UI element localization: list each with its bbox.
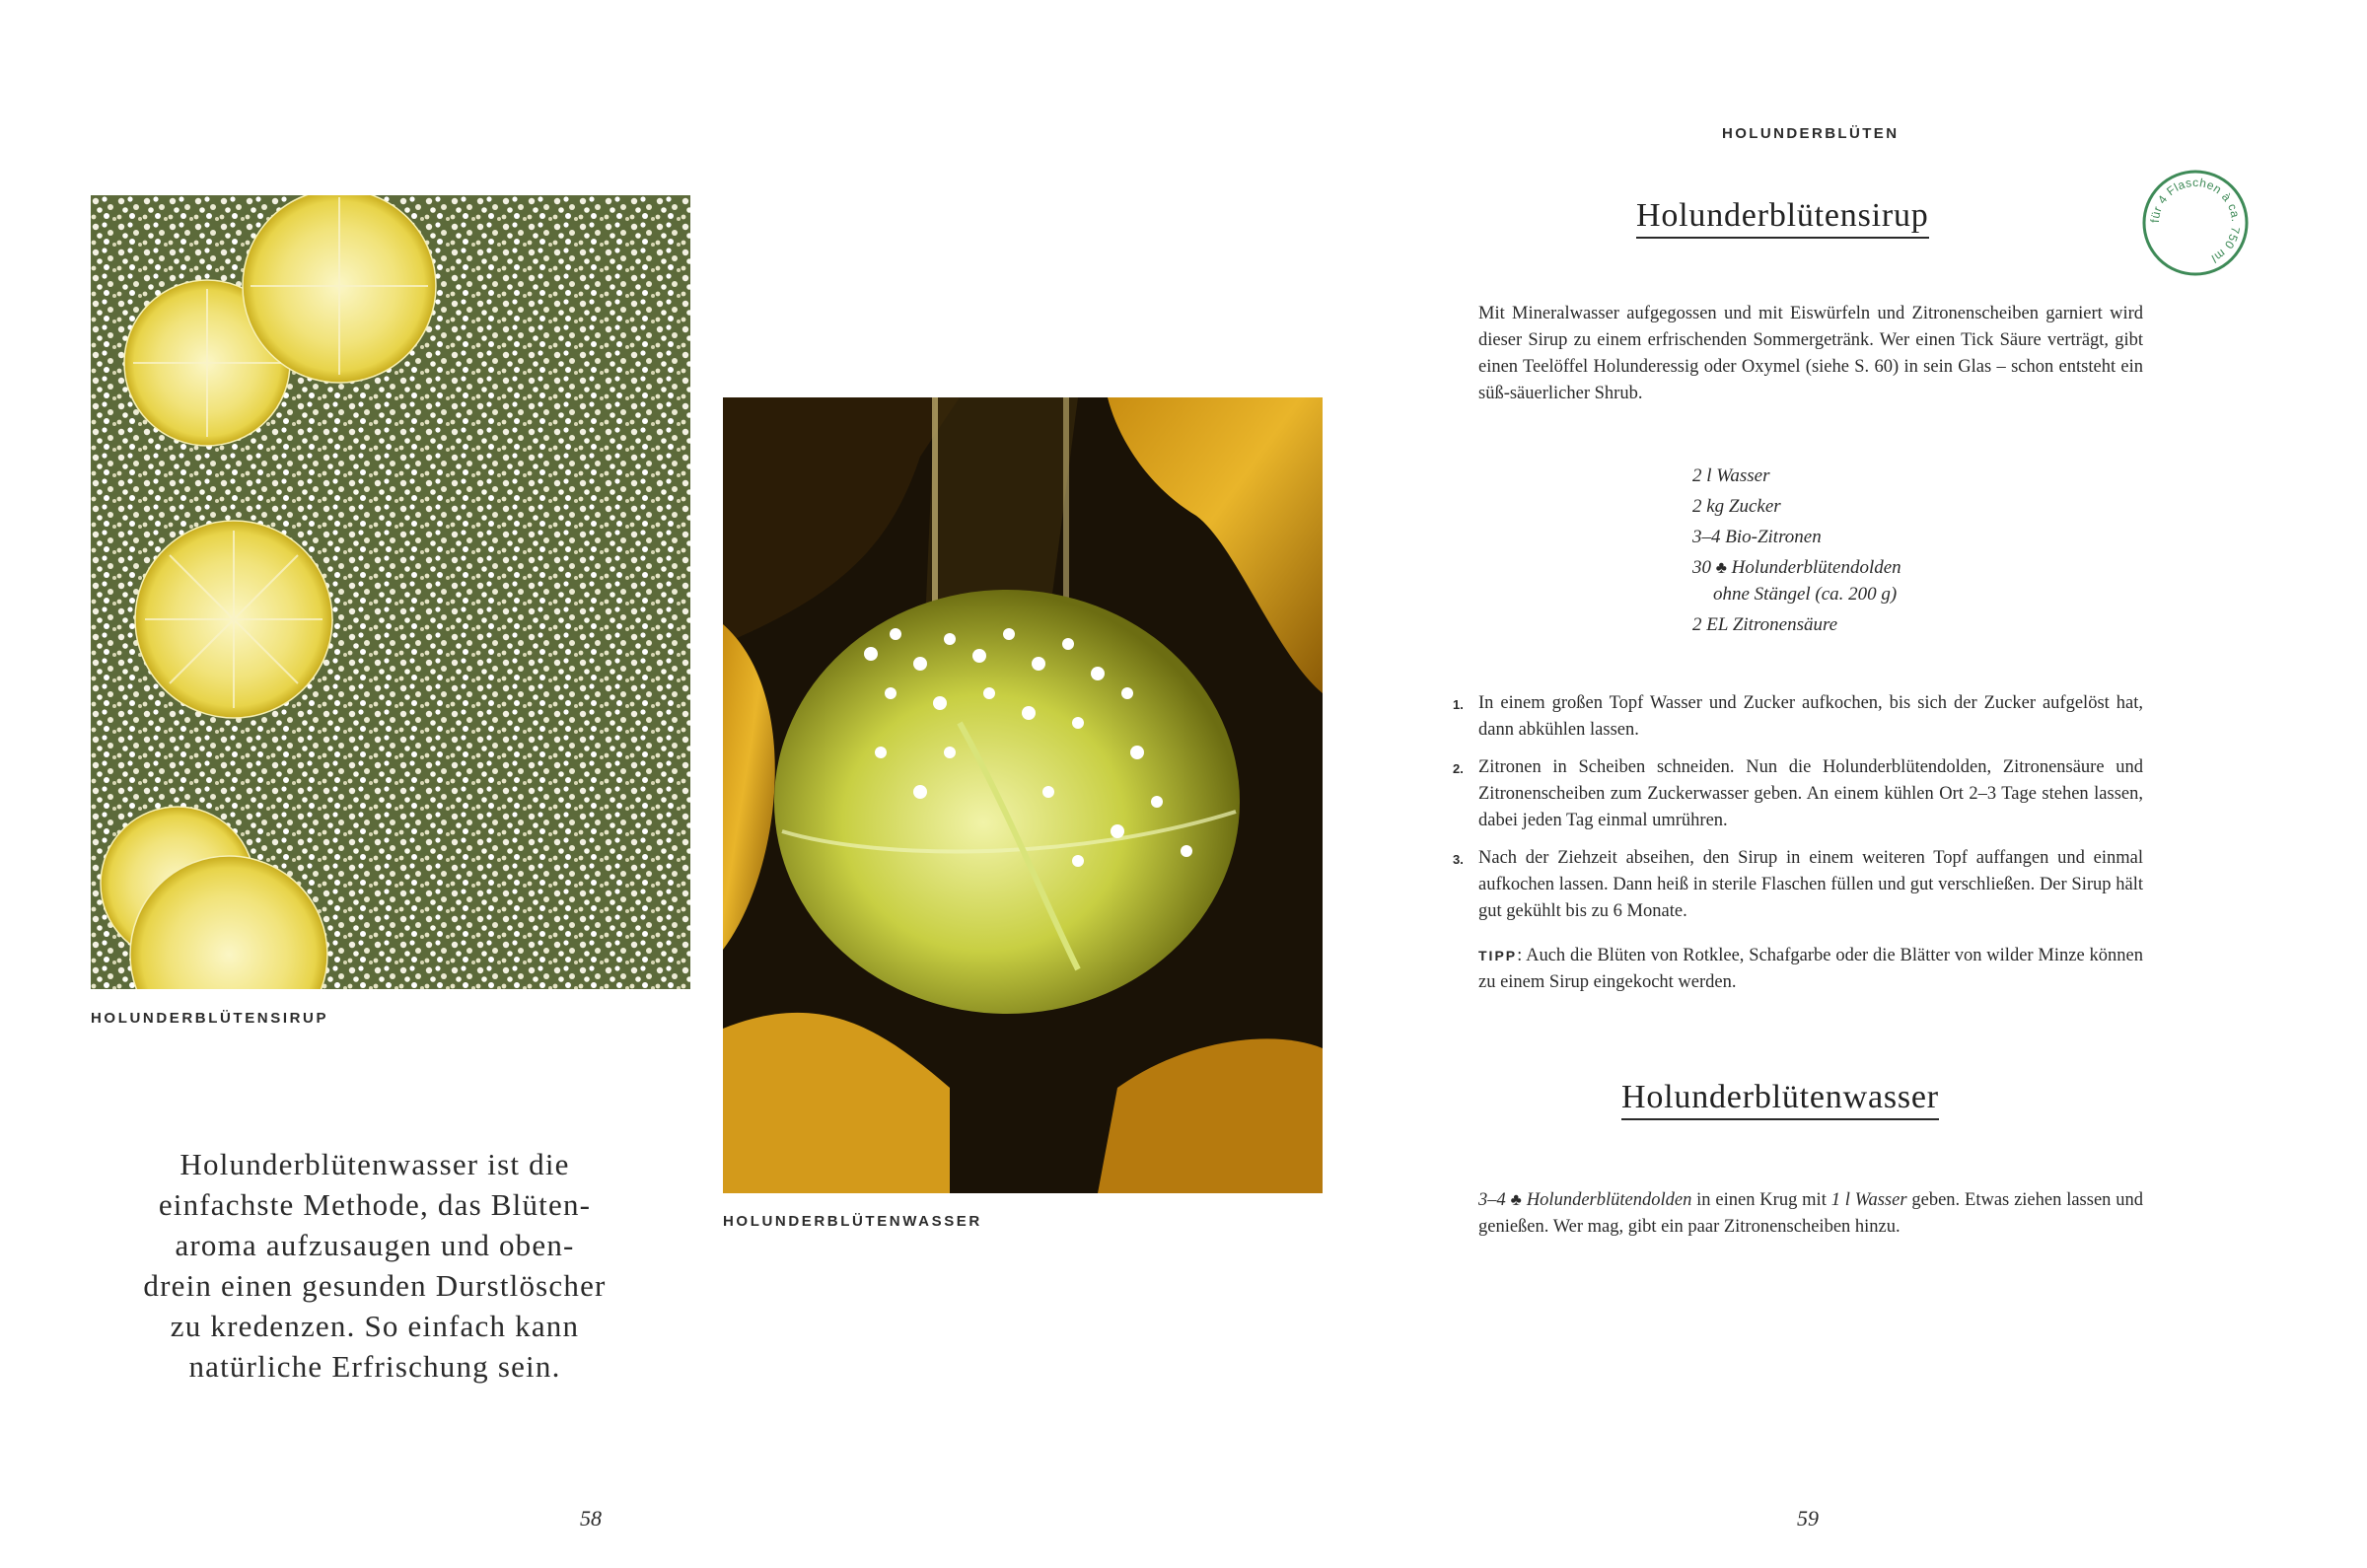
ingredient-item: 2 l Wasser (1692, 465, 1770, 486)
water-qty-water: 1 l Wasser (1830, 1190, 1907, 1210)
intro-text (99, 1144, 651, 1387)
step-number: 2. (1453, 761, 1464, 776)
step-text: In einem großen Topf Wasser und Zucker aufkochen, bis sich der Zucker aufgelöst hat, dann abkühlen lassen. (1478, 693, 2143, 740)
tip-paragraph (1478, 943, 2143, 996)
flower-icon: ♣ (1715, 558, 1727, 577)
intro-line: einfachste Methode, das Blüten- (158, 1187, 592, 1222)
ingredient-name: Holunderblütendolden (1731, 557, 1901, 578)
running-head: HOLUNDERBLÜTEN (1722, 125, 1900, 142)
intro-line: zu kredenzen. So einfach kann (170, 1309, 580, 1343)
intro-line: natürliche Erfrischung sein. (188, 1349, 561, 1384)
recipe-title-wasser: Holunderblütenwasser (1621, 1078, 1939, 1120)
photo-caption-sirup: HOLUNDERBLÜTENSIRUP (91, 1010, 329, 1027)
yield-badge-stamp (2140, 168, 2251, 278)
elderflower-water-flask-photo (723, 397, 1323, 1193)
step-text: Zitronen in Scheiben schneiden. Nun die Holunderblütendolden, Zitronensäure und Zitronenscheiben zum Zuckerwasser geben. An einem kühlen Ort 2–3 Tage stehen lassen, dabei jeden Tag einmal umrühren. (1478, 757, 2143, 830)
svg-text:für 4 Flaschen à ca. 750 ml: für 4 Flaschen à ca. 750 ml (2147, 175, 2244, 266)
step-text: Nach der Ziehzeit abseihen, den Sirup in einem weiteren Topf auffangen und einmal aufkochen lassen. Dann heiß in sterile Flaschen füllen und gut verschließen. Der Sirup hält gut gekühlt bis zu 6 Monate. (1478, 848, 2143, 921)
tip-text: : Auch die Blüten von Rotklee, Schafgarbe oder die Blätter von wilder Minze können zu einem Sirup eingekocht werden. (1478, 946, 2143, 992)
instruction-steps (1453, 690, 2143, 936)
ingredient-list (1692, 461, 2028, 640)
step-number: 1. (1453, 697, 1464, 712)
flower-icon: ♣ (1510, 1190, 1522, 1209)
water-text-rest: geben. Etwas ziehen lassen und genießen. Wer mag, gibt ein paar Zitronenscheiben hinzu. (1478, 1190, 2143, 1237)
step-item (1453, 690, 2143, 744)
recipe-title-sirup: Holunderblütensirup (1636, 196, 1929, 239)
intro-line: aroma aufzusaugen und oben- (175, 1228, 575, 1262)
recipe-intro-paragraph: Mit Mineralwasser aufgegossen und mit Eiswürfeln und Zitronenscheiben garniert wird dieser Sirup zu einem erfrischenden Sommergetränk. Wer einen Tick Säure verträgt, gibt einen Teelöffel Holunderessig oder Oxymel (siehe S. 60) in sein Glas – schon entsteht ein süß-säuerlicher Shrub. (1478, 304, 2143, 403)
water-qty-blossoms: 3–4 (1478, 1190, 1506, 1210)
page-number-left: 58 (580, 1506, 602, 1531)
photo-caption-wasser: HOLUNDERBLÜTENWASSER (723, 1213, 982, 1230)
intro-line: drein einen gesunden Durstlöscher (143, 1268, 607, 1303)
step-item (1453, 754, 2143, 834)
water-item-blossoms: Holunderblütendolden (1526, 1190, 1692, 1210)
ingredient-item: 3–4 Bio-Zitronen (1692, 527, 1822, 547)
ingredient-note: ohne Stängel (ca. 200 g) (1713, 584, 1898, 605)
water-text-mid: in einen Krug mit (1691, 1190, 1831, 1210)
step-item (1453, 845, 2143, 925)
intro-line: Holunderblütenwasser ist die (179, 1147, 570, 1181)
page-number-right: 59 (1797, 1506, 1819, 1531)
ingredient-qty: 30 (1692, 557, 1711, 578)
elderflower-lemon-photo (91, 195, 690, 989)
step-number: 3. (1453, 852, 1464, 867)
ingredient-item: 2 EL Zitronensäure (1692, 614, 1838, 635)
water-recipe-paragraph (1478, 1186, 2143, 1241)
ingredient-item: 2 kg Zucker (1692, 496, 1781, 517)
tip-label: TIPP (1478, 948, 1518, 963)
